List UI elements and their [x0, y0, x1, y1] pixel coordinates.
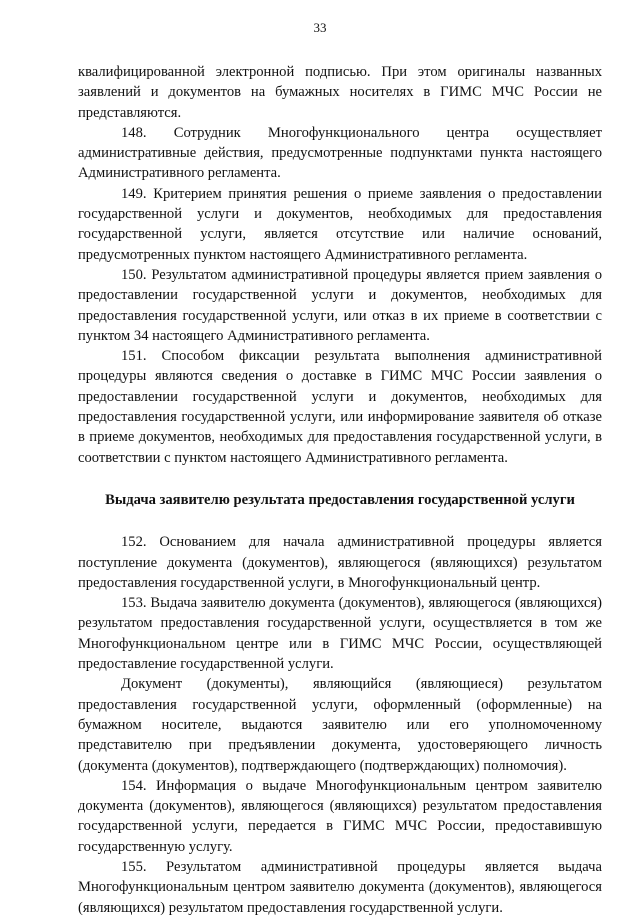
paragraph-149: 149. Критерием принятия решения о приеме заявления о предоставлении государственной услуги и документов, необходимых для предоставления государственной услуги, является отсутствие или наличие оснований, предусмотренных пунктом настоящего Административного регламента. — [78, 185, 602, 263]
document-body — [78, 62, 602, 918]
paragraph-152: 152. Основанием для начала административной процедуры является поступление документа (документов), являющегося (являющихся) результатом предоставления государственной услуги, в Многофункциональный центр. — [78, 534, 602, 591]
paragraph-148: 148. Сотрудник Многофункционального центра осуществляет административные действия, предусмотренные подпунктами пункта настоящего Административного регламента. — [78, 124, 602, 182]
paragraph-151: 151. Способом фиксации результата выполнения административной процедуры являются сведения о доставке в ГИМС МЧС России заявления о предоставлении государственной услуги и документов, необходимых для предоставления государственной услуги, или информирование заявителя об отказе в приеме документов, необходимых для предоставления государственной услуги, в соответствии с пунктом настоящего Административного регламента. — [78, 348, 602, 466]
paragraph-150: 150. Результатом административной процедуры является прием заявления о предоставлении государственной услуги и документов, необходимых для предоставления государственной услуги, или отказ в их приеме в соответствии с пунктом 34 настоящего Административного регламента. — [78, 266, 602, 344]
section-heading: Выдача заявителю результата предоставления государственной услуги — [105, 491, 575, 508]
paragraph-155: 155. Результатом административной процедуры является выдача Многофункциональным центром заявителю документа (документов), являющегося (являющихся) результатом предоставления государственной услуги. — [78, 858, 602, 916]
page-number: 33 — [313, 20, 327, 35]
paragraph-continuation: квалифицированной электронной подписью. При этом оригиналы названных заявлений и документов на бумажных носителях в ГИМС МЧС России не представляются. — [78, 64, 602, 121]
paragraph-154: 154. Информация о выдаче Многофункциональным центром заявителю документа (документов), являющегося (являющихся) результатом предоставления государственной услуги, передается в ГИМС МЧС России, предоставившую государственную услугу. — [78, 777, 602, 855]
paragraph-153-document: Документ (документы), являющийся (являющиеся) результатом предоставления государственной услуги, оформленный (оформленные) на бумажном носителе, выдаются заявителю или его уполномоченному представителю при предъявлении документа, удостоверяющего личность (документа (документов), подтверждающего (подтверждающих) полномочия). — [78, 676, 602, 774]
paragraph-153: 153. Выдача заявителю документа (документов), являющегося (являющихся) результатом предоставления государственной услуги, осуществляется в том же Многофункциональном центре или в ГИМС МЧС России, осуществляющей предоставление государственной услуги. — [78, 595, 602, 673]
